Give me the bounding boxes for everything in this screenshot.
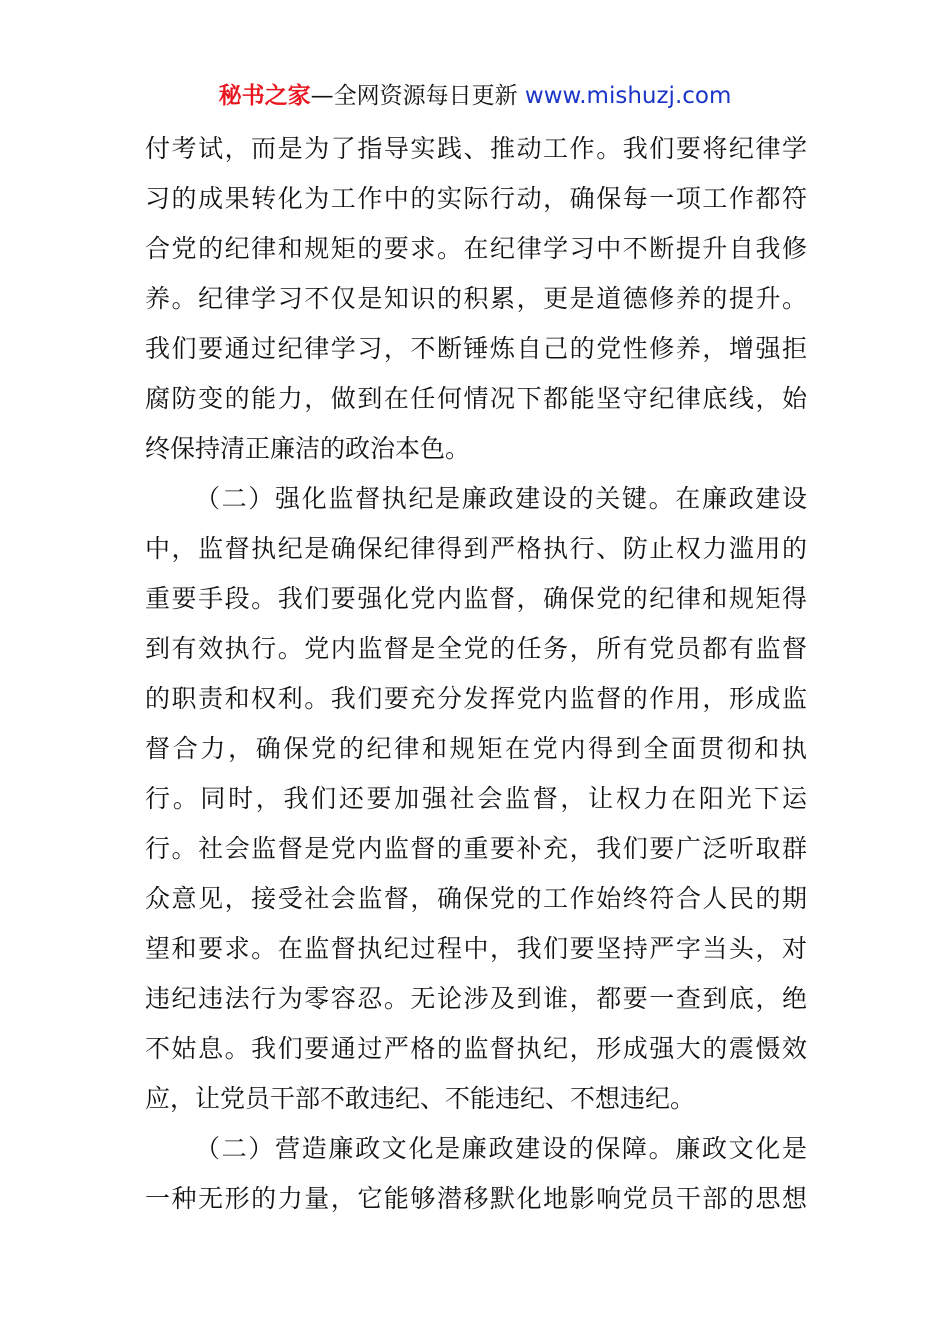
document-body	[145, 124, 807, 1224]
text-line: 养。纪律学习不仅是知识的积累，更是道德修养的提升。	[145, 284, 807, 313]
text-line: 付考试，而是为了指导实践、推动工作。我们要将纪律学	[145, 134, 807, 163]
text-line: 众意见，接受社会监督，确保党的工作始终符合人民的期	[145, 884, 807, 913]
text-line: 的职责和权利。我们要充分发挥党内监督的作用，形成监	[145, 684, 807, 713]
site-header	[0, 78, 950, 114]
paragraph-heading-line: （二）强化监督执纪是廉政建设的关键。在廉政建设	[195, 484, 807, 513]
text-line: 中，监督执纪是确保纪律得到严格执行、防止权力滥用的	[145, 534, 807, 563]
text-line: 习的成果转化为工作中的实际行动，确保每一项工作都符	[145, 184, 807, 213]
text-line: 督合力，确保党的纪律和规矩在党内得到全面贯彻和执	[145, 734, 807, 763]
text-line: 不姑息。我们要通过严格的监督执纪，形成强大的震慑效	[145, 1034, 807, 1063]
site-url-link[interactable]: www.mishuzj.com	[524, 83, 732, 109]
site-tagline: —全网资源每日更新	[310, 83, 518, 109]
text-line: 行。社会监督是党内监督的重要补充，我们要广泛听取群	[145, 834, 807, 863]
text-line: 合党的纪律和规矩的要求。在纪律学习中不断提升自我修	[145, 234, 807, 263]
text-line: 腐防变的能力，做到在任何情况下都能坚守纪律底线，始	[145, 384, 807, 413]
text-line: 重要手段。我们要强化党内监督，确保党的纪律和规矩得	[145, 584, 807, 613]
text-line: 终保持清正廉洁的政治本色。	[145, 434, 471, 463]
text-line: 应，让党员干部不敢违纪、不能违纪、不想违纪。	[145, 1084, 696, 1113]
paragraph-heading-line: （二）营造廉政文化是廉政建设的保障。廉政文化是	[195, 1134, 807, 1163]
text-line: 一种无形的力量，它能够潜移默化地影响党员干部的思想	[145, 1184, 807, 1213]
site-brand: 秘书之家	[218, 83, 311, 109]
text-line: 我们要通过纪律学习，不断锤炼自己的党性修养，增强拒	[145, 334, 807, 363]
text-line: 到有效执行。党内监督是全党的任务，所有党员都有监督	[145, 634, 807, 663]
text-line: 行。同时，我们还要加强社会监督，让权力在阳光下运	[145, 784, 807, 813]
text-line: 违纪违法行为零容忍。无论涉及到谁，都要一查到底，绝	[145, 984, 807, 1013]
text-line: 望和要求。在监督执纪过程中，我们要坚持严字当头，对	[145, 934, 807, 963]
